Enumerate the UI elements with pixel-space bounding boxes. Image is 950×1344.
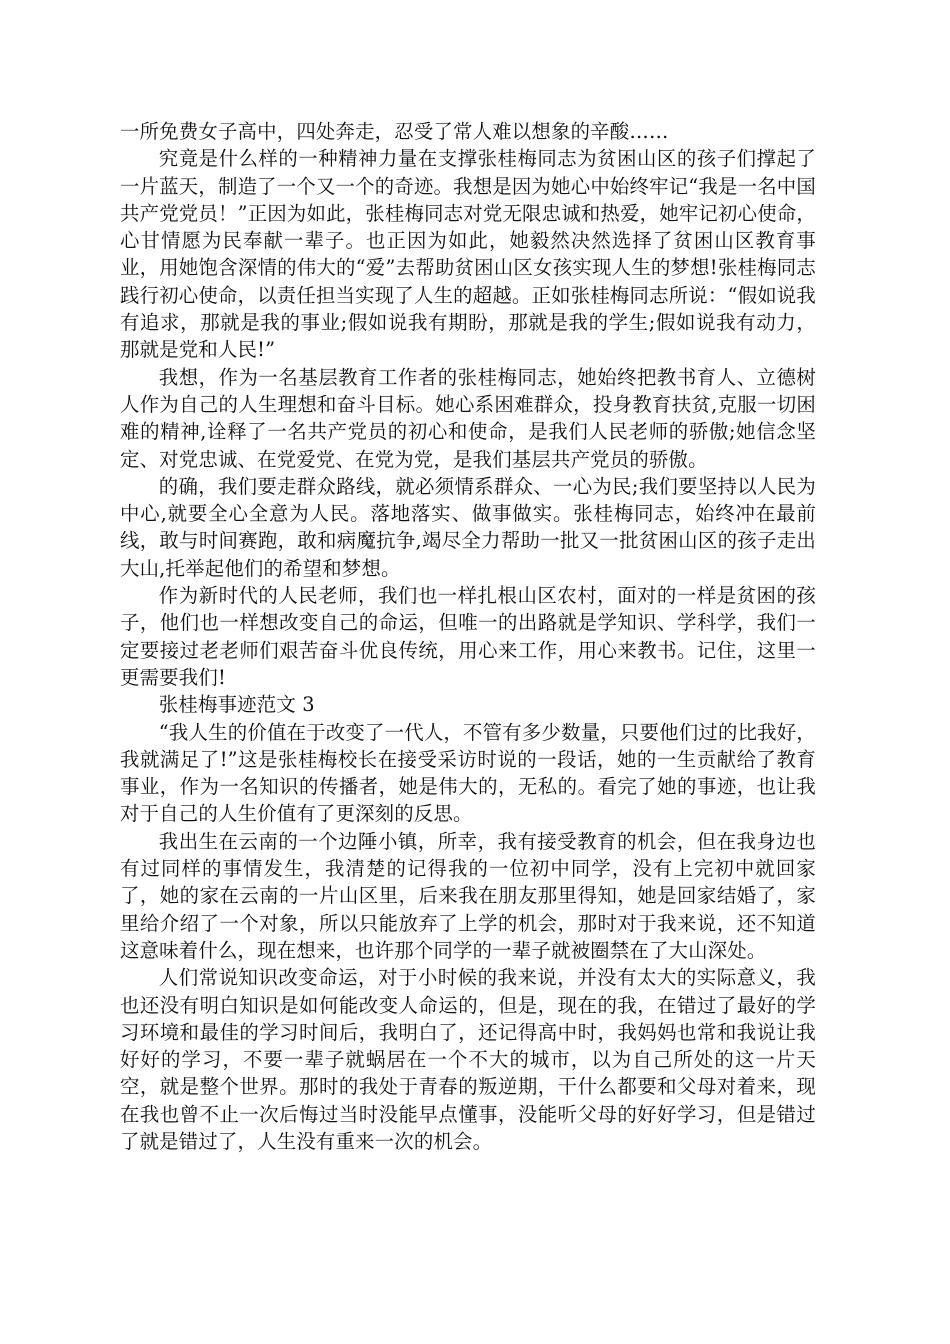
paragraph-yunnan-town: 我出生在云南的一个边陲小镇，所幸，我有接受教育的机会，但在我身边也有过同样的事情发生，我清楚的记得我的一位初中同学，没有上完初中就回家了，她的家在云南的一片山区里，后来我在朋友那里得知，她是回家结婚了，家里给介绍了一个对象，所以只能放弃了上学的机会，那时对于我来说，还不知道这意味着什么，现在想来，也许那个同学的一辈子就被圈禁在了大山深处。 <box>120 829 816 962</box>
document-page <box>120 118 816 1155</box>
section-title: 张桂梅事迹范文 3 <box>158 693 315 717</box>
paragraph-mass-line: 的确，我们要走群众路线，就必须情系群众、一心为民;我们要坚持以人民为中心,就要全心全意为人民。落地落实、做事做实。张桂梅同志，始终冲在最前线，敢与时间赛跑，敢和病魔抗争,竭尽全力帮助一批又一批贫困山区的孩子走出大山,托举起他们的希望和梦想。 <box>120 474 816 580</box>
paragraph-grassroots-educator: 我想，作为一名基层教育工作者的张桂梅同志，她始终把教书育人、立德树人作为自己的人生理想和奋斗目标。她心系困难群众，投身教育扶贫,克服一切困难的精神,诠释了一名共产党员的初心和使命，是我们人民老师的骄傲;她信念坚定、对党忠诚、在党爱党、在党为党，是我们基层共产党员的骄傲。 <box>120 365 816 471</box>
paragraph-spiritual-force: 究竟是什么样的一种精神力量在支撑张桂梅同志为贫困山区的孩子们撑起了一片蓝天，制造了一个又一个的奇迹。我想是因为她心中始终牢记“我是一名中国共产党党员！”正因为如此，张桂梅同志对党无限忠诚和热爱，她牢记初心使命，心甘情愿为民奉献一辈子。也正因为如此，她毅然决然选择了贫困山区教育事业，用她饱含深情的伟大的“爱”去帮助贫困山区女孩实现人生的梦想!张桂梅同志践行初心使命，以责任担当实现了人生的超越。正如张桂梅同志所说：“假如说我有追求，那就是我的事业;假如说我有期盼，那就是我的学生;假如说我有动力，那就是党和人民!” <box>120 147 816 362</box>
paragraph-new-era-teacher: 作为新时代的人民老师，我们也一样扎根山区农村，面对的一样是贫困的孩子，他们也一样想改变自己的命运，但唯一的出路就是学知识、学科学，我们一定要接过老老师们艰苦奋斗优良传统，用心来工作，用心来教书。记住，这里一更需要我们! <box>120 584 816 689</box>
paragraph-knowledge-changes-fate: 人们常说知识改变命运，对于小时候的我来说，并没有太大的实际意义，我也还没有明白知识是如何能改变人命运的，但是，现在的我，在错过了最好的学习环境和最佳的学习时间后，我明白了，还记得高中时，我妈妈也常和我说让我好好的学习，不要一辈子就蜗居在一个不大的城市，以为自己所处的这一片天空，就是整个世界。那时的我处于青春的叛逆期，干什么都要和父母对着来，现在我也曾不止一次后悔过当时没能早点懂事，没能听父母的好好学习，但是错过了就是错过了，人生没有重来一次的机会。 <box>120 966 816 1153</box>
paragraph-continuation: 一所免费女子高中，四处奔走，忍受了常人难以想象的辛酸…… <box>120 120 669 143</box>
paragraph-life-value: “我人生的价值在于改变了一代人，不管有多少数量，只要他们过的比我好，我就满足了!”这是张桂梅校长在接受采访时说的一段话，她的一生贡献给了教育事业，作为一名知识的传播者，她是伟大的，无私的。看完了她的事迹，也让我对于自己的人生价值有了更深刻的反思。 <box>120 720 816 826</box>
